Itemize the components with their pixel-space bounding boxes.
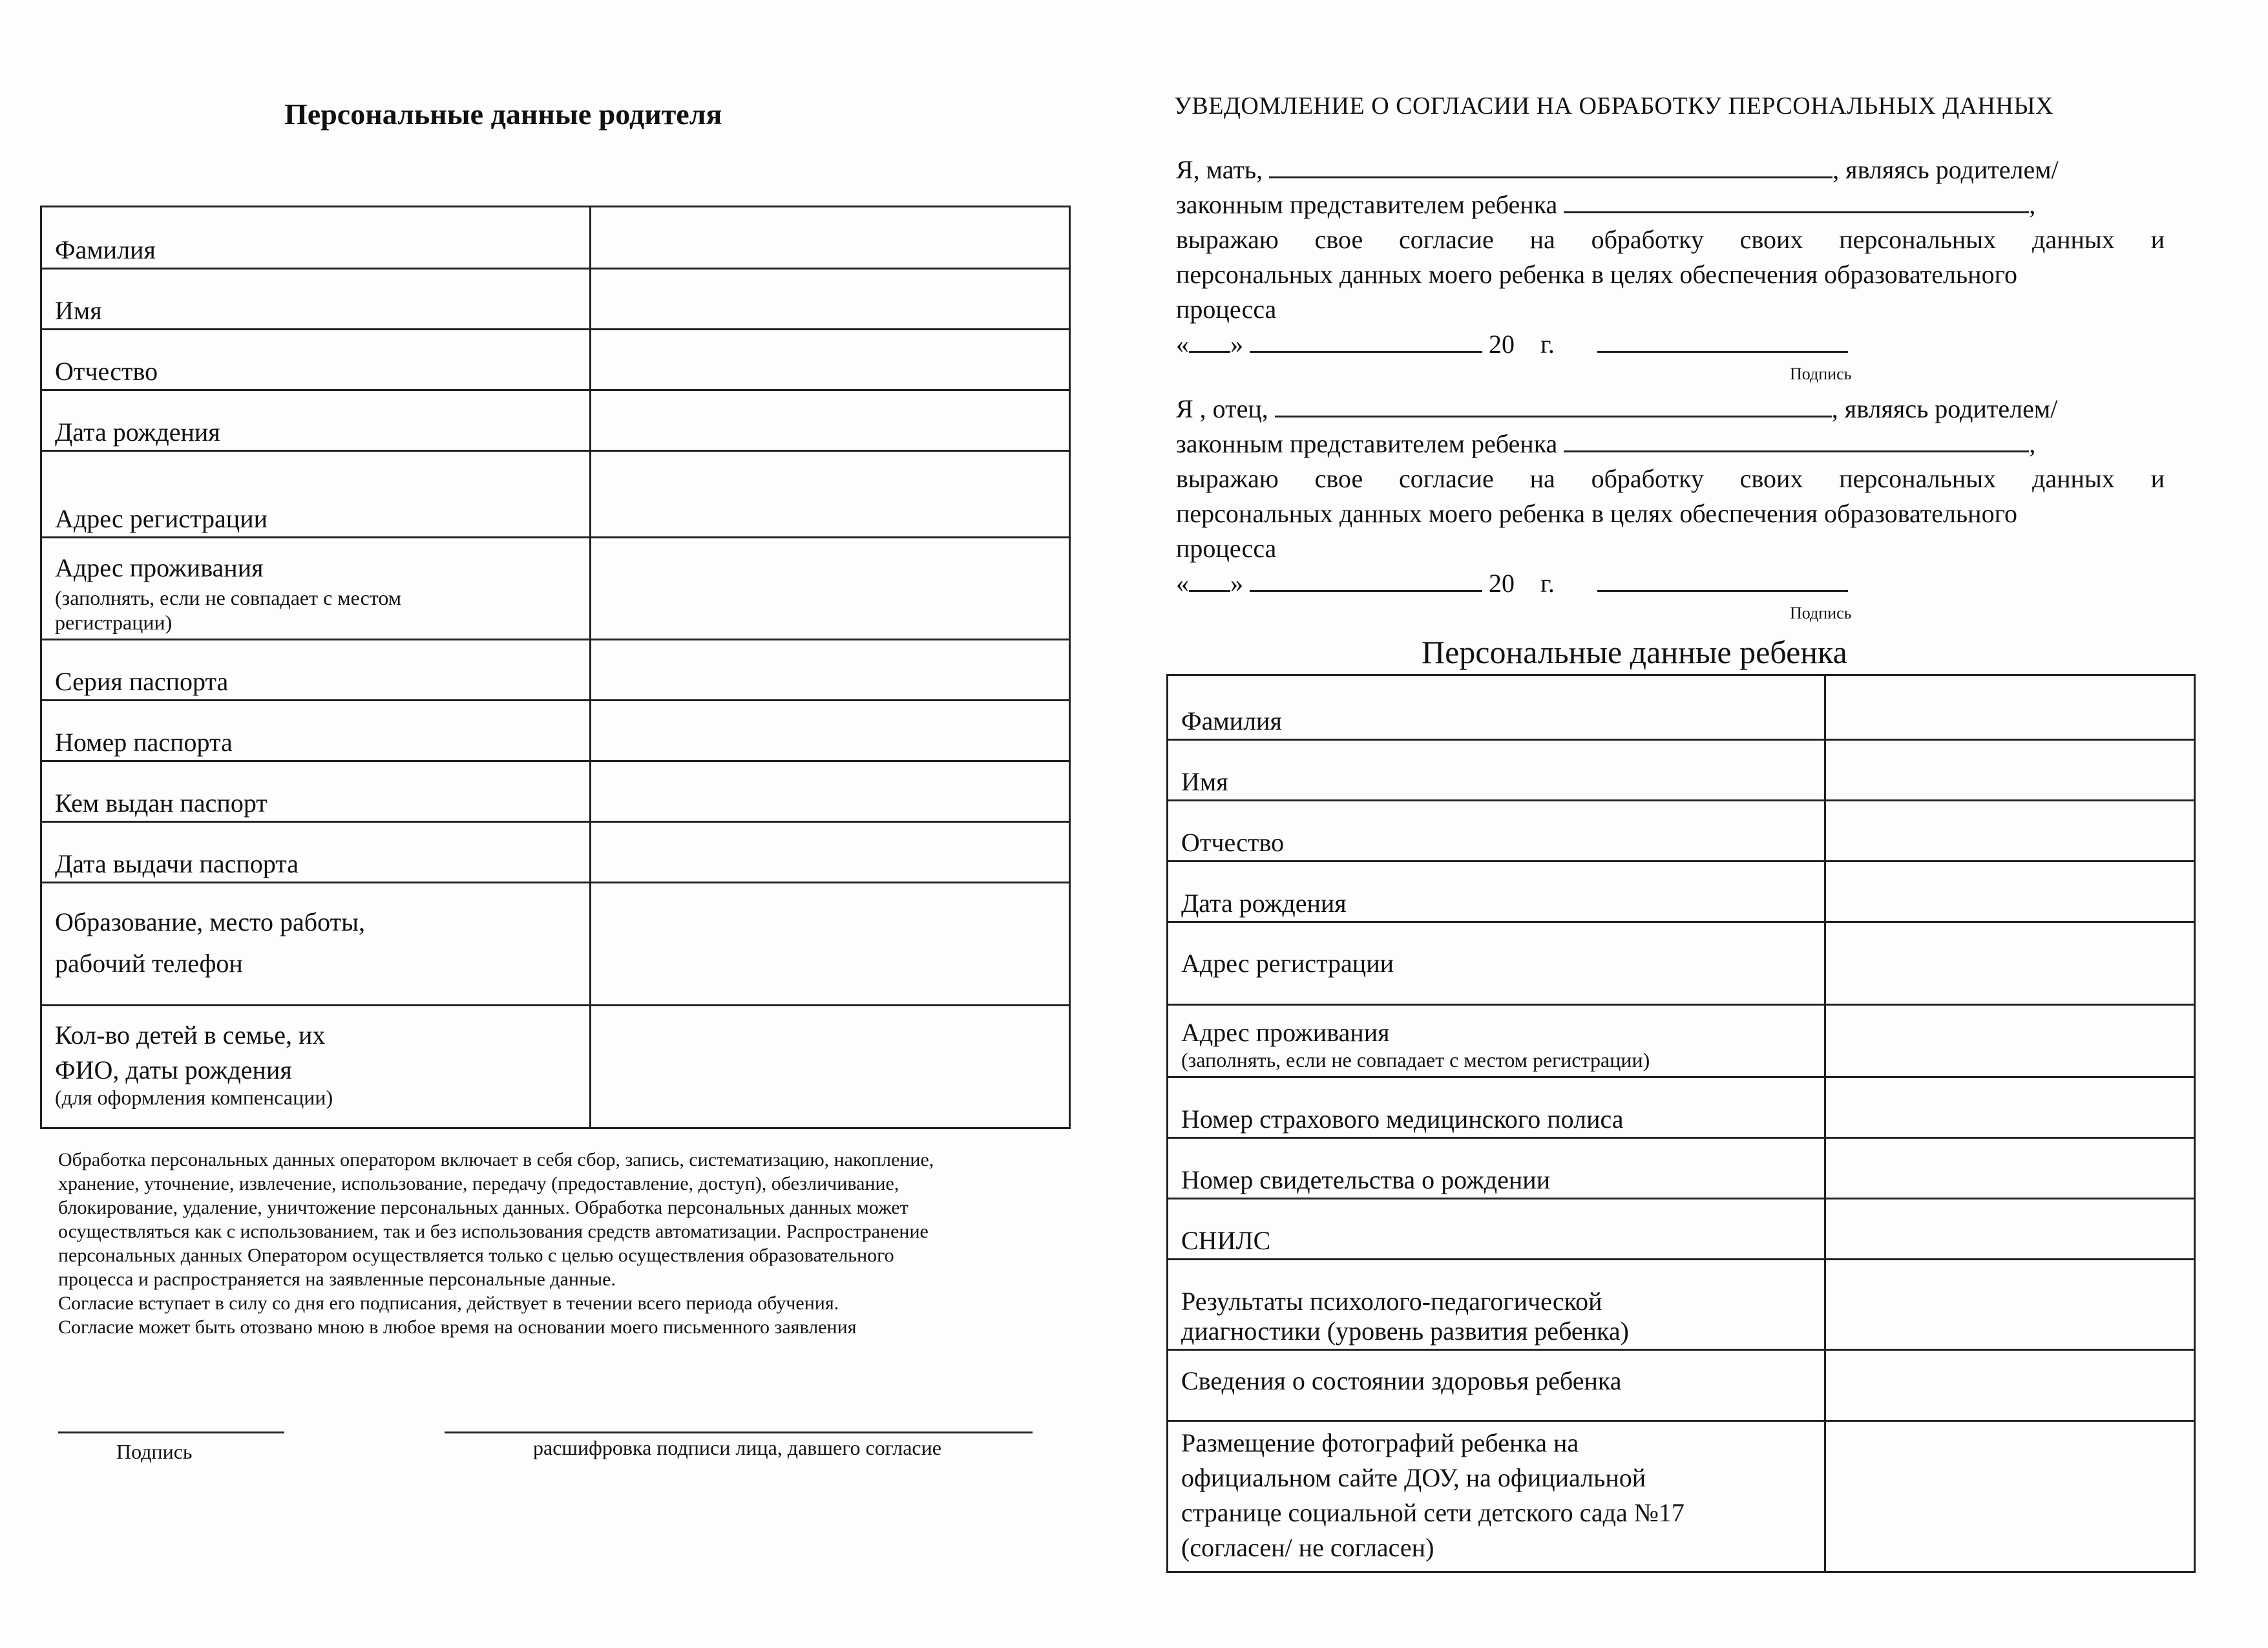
field-label: Результаты психолого-педагогической диагностики (уровень развития ребенка) [1168, 1260, 1825, 1350]
table-row [41, 701, 1070, 761]
field-label: Серия паспорта [41, 640, 591, 701]
table-row [41, 207, 1070, 269]
field-label: Дата рождения [1168, 861, 1825, 922]
field-label: СНИЛС [1168, 1199, 1825, 1260]
parent-section-title: Персональные данные родителя [284, 98, 722, 131]
field-value-cell[interactable] [591, 701, 1070, 761]
parent-data-table [40, 206, 1071, 1129]
field-label: Имя [1168, 740, 1825, 801]
field-label: Номер страхового медицинского полиса [1168, 1077, 1825, 1138]
field-value-cell[interactable] [1825, 1350, 2195, 1421]
field-label: Кем выдан паспорт [41, 761, 591, 822]
table-row [1168, 1199, 2195, 1260]
father-name-line[interactable] [1275, 395, 1832, 417]
field-label: Сведения о состоянии здоровья ребенка [1168, 1350, 1825, 1421]
field-value-cell[interactable] [591, 822, 1070, 883]
field-value-cell[interactable] [591, 883, 1070, 1006]
signature-caption: Подпись [116, 1440, 193, 1463]
table-row [41, 761, 1070, 822]
consent-header: УВЕДОМЛЕНИЕ О СОГЛАСИИ НА ОБРАБОТКУ ПЕРСОНАЛЬНЫХ ДАННЫХ [1174, 92, 2054, 120]
father-day-line[interactable] [1189, 569, 1230, 592]
table-row [41, 269, 1070, 330]
field-value-cell[interactable] [591, 640, 1070, 701]
mother-signature-line[interactable] [1597, 330, 1848, 353]
table-row [1168, 801, 2195, 861]
table-row [1168, 922, 2195, 1005]
field-value-cell[interactable] [1825, 1421, 2195, 1572]
father-signature-caption: Подпись [1790, 604, 1852, 622]
child-data-table [1166, 674, 2196, 1573]
field-value-cell[interactable] [591, 1006, 1070, 1128]
table-row [1168, 1350, 2195, 1421]
field-value-cell[interactable] [1825, 861, 2195, 922]
field-label: Адрес проживания (заполнять, если не совпадает с местом регистрации) [1168, 1005, 1825, 1077]
field-value-cell[interactable] [591, 451, 1070, 538]
child-section-title: Персональные данные ребенка [1422, 634, 1847, 670]
field-value-cell[interactable] [1825, 675, 2195, 740]
table-row [41, 822, 1070, 883]
table-row [41, 1006, 1070, 1128]
field-label: Адрес регистрации [41, 451, 591, 538]
field-value-cell[interactable] [1825, 1199, 2195, 1260]
field-label: Образование, место работы, рабочий телефон [41, 883, 591, 1006]
field-value-cell[interactable] [591, 390, 1070, 451]
mother-child-name-line[interactable] [1564, 191, 2029, 213]
field-label: Имя [41, 269, 591, 330]
table-row [41, 390, 1070, 451]
processing-notice: Обработка персональных данных оператором включает в себя сбор, запись, систематизацию, накопление, хранение, уточнение, извлечение, использование, передачу (предоставление, доступ), обезличивание, блокирование, удаление, уничтожение персональных данных. Обработка персональных данных может осуществляться как с использованием, так и без использования средств автоматизации. Распространение персональных данных Оператором осуществляется только с целью осуществления образовательного процесса и распространяется на заявленные персональные данные. Согласие вступает в силу со дня его подписания, действует в течении всего периода обучения. Согласие может быть отозвано мною в любое время на основании моего письменного заявления [58, 1149, 934, 1338]
field-label: Кол-во детей в семье, их ФИО, даты рождения (для оформления компенсации) [41, 1006, 591, 1128]
field-label: Дата выдачи паспорта [41, 822, 591, 883]
table-row [1168, 861, 2195, 922]
mother-day-line[interactable] [1189, 330, 1230, 353]
mother-signature-caption: Подпись [1790, 364, 1852, 383]
field-label: Размещение фотографий ребенка на официальном сайте ДОУ, на официальной странице социальной сети детского сада №17 (согласен/ не согласен) [1168, 1421, 1825, 1572]
table-row [1168, 1138, 2195, 1199]
table-row [41, 883, 1070, 1006]
signature-decode-caption: расшифровка подписи лица, давшего согласие [533, 1436, 941, 1459]
field-label: Отчество [41, 330, 591, 390]
field-value-cell[interactable] [1825, 740, 2195, 801]
field-label: Номер свидетельства о рождении [1168, 1138, 1825, 1199]
field-label: Адрес проживания (заполнять, если не совпадает с местом регистрации) [41, 538, 591, 640]
table-row [1168, 1260, 2195, 1350]
table-row [1168, 740, 2195, 801]
father-child-name-line[interactable] [1564, 430, 2029, 452]
mother-consent-block: Я, мать, , являясь родителем/ законным представителем ребенка , выражаю свое согласие на обработку своих персональных данных и персональных данных моего ребенка в целях обеспечения образовательного процесса « » 20 г. Подпись [1176, 153, 2165, 362]
table-row [41, 640, 1070, 701]
field-value-cell[interactable] [1825, 1138, 2195, 1199]
field-label: Адрес регистрации [1168, 922, 1825, 1005]
table-row [41, 451, 1070, 538]
field-label: Отчество [1168, 801, 1825, 861]
signature-line[interactable] [58, 1431, 284, 1433]
field-value-cell[interactable] [1825, 1077, 2195, 1138]
field-value-cell[interactable] [591, 330, 1070, 390]
signature-decode-line[interactable] [445, 1431, 1033, 1433]
table-row [1168, 1421, 2195, 1572]
field-value-cell[interactable] [591, 538, 1070, 640]
field-value-cell[interactable] [1825, 1260, 2195, 1350]
field-label: Фамилия [41, 207, 591, 269]
field-value-cell[interactable] [591, 207, 1070, 269]
table-row [1168, 1005, 2195, 1077]
field-label: Дата рождения [41, 390, 591, 451]
mother-name-line[interactable] [1269, 156, 1832, 178]
field-value-cell[interactable] [1825, 1005, 2195, 1077]
father-signature-line[interactable] [1597, 569, 1848, 592]
field-value-cell[interactable] [1825, 922, 2195, 1005]
father-month-line[interactable] [1250, 569, 1482, 592]
table-row [1168, 675, 2195, 740]
field-value-cell[interactable] [591, 269, 1070, 330]
field-value-cell[interactable] [1825, 801, 2195, 861]
field-value-cell[interactable] [591, 761, 1070, 822]
father-consent-block: Я , отец, , являясь родителем/ законным представителем ребенка , выражаю свое согласие на обработку своих персональных данных и персональных данных моего ребенка в целях обеспечения образовательного процесса « » 20 г. Подпись [1176, 392, 2165, 601]
mother-month-line[interactable] [1250, 330, 1482, 353]
table-row [41, 538, 1070, 640]
table-row [41, 330, 1070, 390]
table-row [1168, 1077, 2195, 1138]
field-label: Фамилия [1168, 675, 1825, 740]
field-label: Номер паспорта [41, 701, 591, 761]
